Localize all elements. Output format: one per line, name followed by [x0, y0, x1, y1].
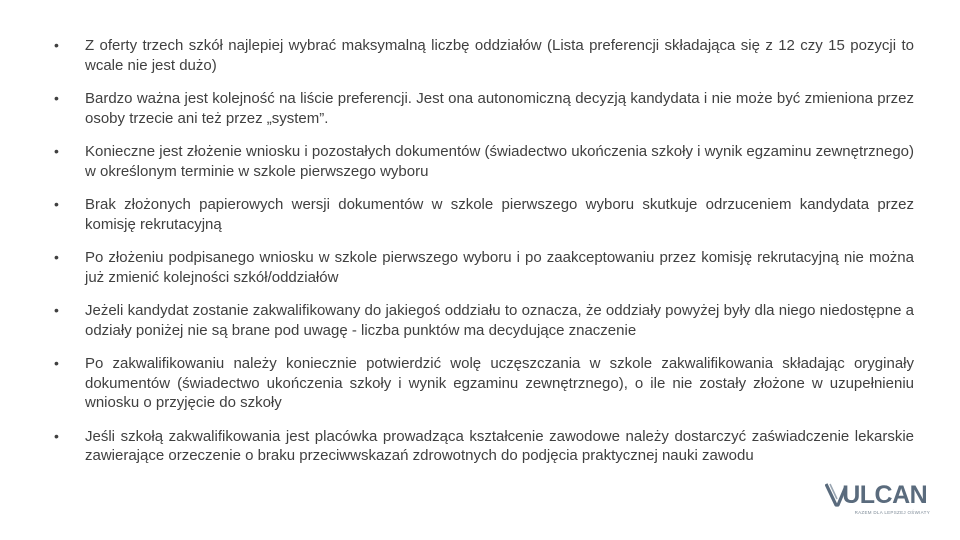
bullet-dot: • — [54, 196, 59, 212]
vulcan-logo — [826, 482, 934, 518]
list-item — [54, 195, 914, 234]
bullet-text: Z oferty trzech szkół najlepiej wybrać maksymalną liczbę oddziałów (Lista preferencji składająca się z 12 czy 15 pozycji to wcale nie jest dużo) — [85, 37, 914, 74]
list-item — [54, 36, 914, 75]
bullet-text: Po złożeniu podpisanego wniosku w szkole pierwszego wyboru i po zaakceptowaniu przez komisję rekrutacyjną nie można już zmienić kolejności szkół/oddziałów — [85, 249, 914, 286]
bullet-dot: • — [54, 37, 59, 53]
bullet-dot: • — [54, 427, 59, 444]
bullet-list — [54, 36, 914, 480]
logo-tagline: RAZEM DLA LEPSZEJ OŚWIATY — [854, 510, 930, 515]
list-item — [54, 248, 914, 287]
logo-wordmark-initial — [826, 481, 842, 509]
bullet-dot: • — [54, 249, 59, 265]
list-item — [54, 354, 914, 413]
bullet-dot: • — [54, 143, 59, 159]
bullet-dot: • — [54, 90, 59, 106]
list-item — [54, 142, 914, 181]
bullet-text: Konieczne jest złożenie wniosku i pozostałych dokumentów (świadectwo ukończenia szkoły i wynik egzaminu zewnętrznego) w określonym terminie w szkole pierwszego wyboru — [85, 143, 914, 180]
bullet-dot: • — [54, 302, 59, 318]
bullet-text: Brak złożonych papierowych wersji dokumentów w szkole pierwszego wyboru skutkuje odrzuceniem kandydata przez komisję rekrutacyjną — [85, 196, 914, 233]
logo-wordmark-rest: ULCAN — [842, 481, 928, 509]
bullet-text: Po zakwalifikowaniu należy koniecznie potwierdzić wolę uczęszczania w szkole zakwalifikowania składając oryginały dokumentów (świadectwo ukończenia szkoły i wynik egzaminu zewnętrznego), o ile nie zostały złożone w uzupełnieniu wniosku o przyjęcie do szkoły — [85, 355, 914, 411]
logo-wordmark — [826, 482, 927, 508]
list-item — [54, 301, 914, 340]
list-item — [54, 89, 914, 128]
bullet-text: Jeżeli kandydat zostanie zakwalifikowany do jakiegoś oddziału to oznacza, że oddziały powyżej były dla niego niedostępne a odziały poniżej nie są brane pod uwagę - liczba punktów ma decydujące znaczenie — [85, 302, 914, 339]
list-item — [54, 427, 914, 466]
bullet-dot: • — [54, 355, 59, 371]
bullet-text: Bardzo ważna jest kolejność na liście preferencji. Jest ona autonomiczną decyzją kandydata i nie może być zmieniona przez osoby trzecie ani też przez „system”. — [85, 90, 914, 127]
bullet-text: Jeśli szkołą zakwalifikowania jest placówka prowadząca kształcenie zawodowe należy dostarczyć zaświadczenie lekarskie zawierające orzeczenie o braku przeciwwskazań zdrowotnych do podjęcia praktycznej nauki zawodu — [85, 427, 914, 464]
